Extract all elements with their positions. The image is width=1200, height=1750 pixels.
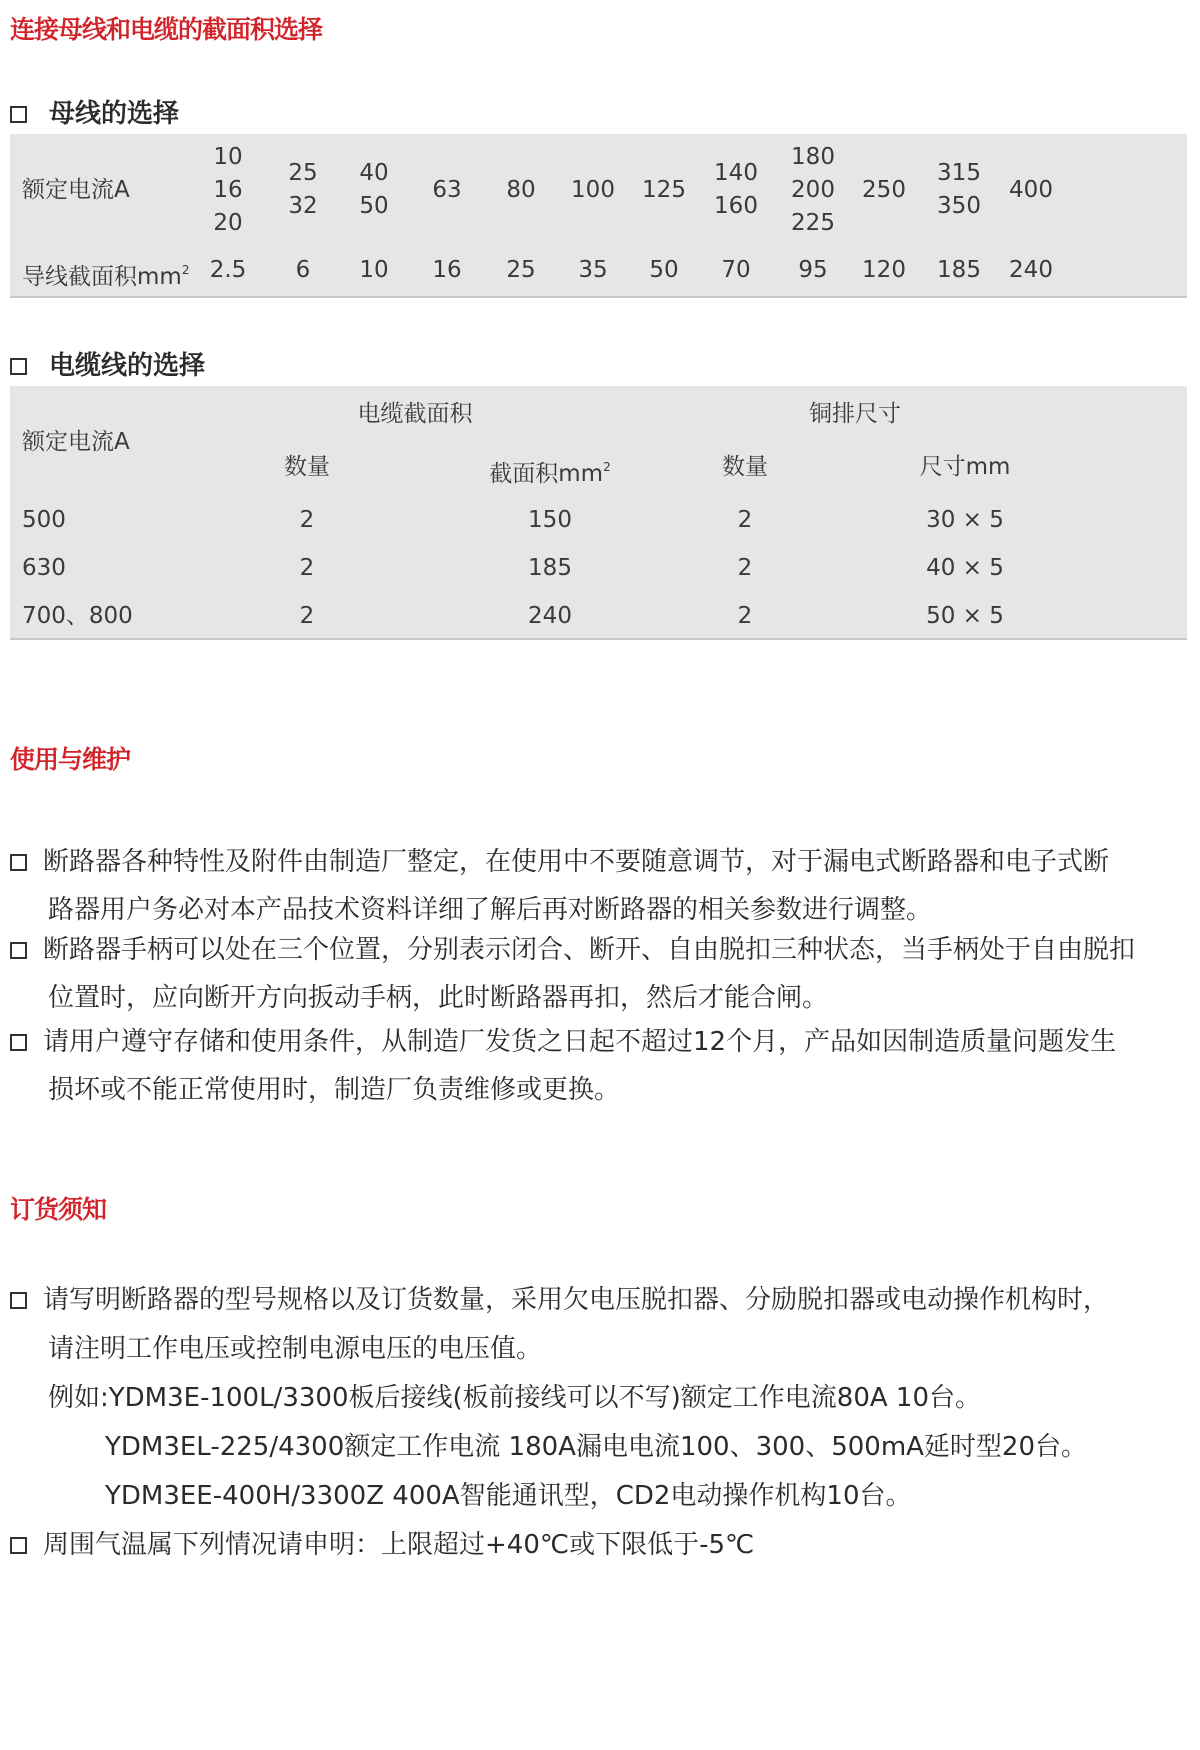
list-item-line bbox=[10, 926, 1190, 974]
bus-title-text: 母线的选择 bbox=[49, 99, 180, 129]
cell-area: 2.5 bbox=[209, 257, 247, 283]
cell-rated-current: 630 bbox=[22, 555, 66, 581]
cell-copper-size: 40 × 5 bbox=[926, 555, 1004, 581]
header-area-mm2 bbox=[450, 449, 650, 492]
header-quantity-copper: 数量 bbox=[722, 454, 768, 480]
cell-area: 240 bbox=[1009, 257, 1053, 283]
checkbox-icon bbox=[10, 1537, 27, 1554]
order-example: YDM3EE-400H/3300Z 400A智能通讯型，CD2电动操作机构10台。 bbox=[105, 1481, 912, 1511]
cell-cable-area: 185 bbox=[528, 555, 572, 581]
list-item bbox=[10, 1018, 1190, 1114]
cell-current: 400 bbox=[1009, 176, 1053, 203]
cell-rated-current: 700、800 bbox=[22, 603, 133, 629]
item-text: 请用户遵守存储和使用条件，从制造厂发货之日起不超过12个月，产品如因制造质量问题发生 bbox=[43, 1027, 1117, 1057]
ordering-list bbox=[10, 1276, 1190, 1570]
order-item-text-continued: 请注明工作电压或控制电源电压的电压值。 bbox=[48, 1334, 543, 1364]
order-example: 例如:YDM3E-100L/3300板后接线(板前接线可以不写)额定工作电流80A 10台。 bbox=[48, 1383, 981, 1413]
cell-area: 185 bbox=[937, 257, 981, 283]
maintenance-list bbox=[10, 838, 1190, 1114]
cell-current: 100 bbox=[571, 176, 615, 203]
cell-current: 315 350 bbox=[937, 160, 981, 219]
list-item bbox=[10, 838, 1190, 934]
checkbox-icon bbox=[10, 942, 27, 959]
item-text-continued: 损坏或不能正常使用时，制造厂负责维修或更换。 bbox=[48, 1075, 621, 1105]
cell-current: 25 32 bbox=[288, 160, 318, 219]
section-title-busbar-cable: 连接母线和电缆的截面积选择 bbox=[10, 15, 323, 44]
cell-current: 250 bbox=[862, 176, 906, 203]
cell-cable-area: 240 bbox=[528, 603, 572, 629]
list-item-line bbox=[10, 1276, 1190, 1325]
row-label-area bbox=[22, 252, 189, 295]
cell-area: 10 bbox=[359, 257, 389, 283]
header-size-mm: 尺寸mm bbox=[919, 454, 1011, 480]
superscript-2: 2 bbox=[603, 460, 611, 474]
cell-area: 95 bbox=[798, 257, 828, 283]
checkbox-icon bbox=[10, 854, 27, 871]
section-title-ordering: 订货须知 bbox=[10, 1195, 107, 1224]
cell-area: 120 bbox=[862, 257, 906, 283]
cell-area: 25 bbox=[506, 257, 536, 283]
item-text: 断路器手柄可以处在三个位置，分别表示闭合、断开、自由脱扣三种状态，当手柄处于自由脱扣 bbox=[43, 935, 1136, 965]
row-label-current: 额定电流A bbox=[22, 177, 130, 203]
cell-copper-qty: 2 bbox=[737, 603, 753, 629]
order-example: YDM3EL-225/4300额定工作电流 180A漏电电流100、300、500mA延时型20台。 bbox=[105, 1432, 1088, 1462]
cell-cable-qty: 2 bbox=[299, 603, 315, 629]
cable-selection-table bbox=[10, 386, 1187, 640]
cell-current: 180 200 225 bbox=[791, 143, 835, 236]
item-text-continued: 位置时，应向断开方向扳动手柄，此时断路器再扣，然后才能合闸。 bbox=[48, 983, 829, 1013]
cell-copper-size: 30 × 5 bbox=[926, 507, 1004, 533]
checkbox-icon bbox=[10, 106, 27, 123]
cell-copper-qty: 2 bbox=[737, 507, 753, 533]
checkbox-icon bbox=[10, 1292, 27, 1309]
cell-current: 125 bbox=[642, 176, 686, 203]
cell-copper-size: 50 × 5 bbox=[926, 603, 1004, 629]
subsection-title-cable bbox=[10, 345, 205, 382]
item-text: 断路器各种特性及附件由制造厂整定，在使用中不要随意调节，对于漏电式断路器和电子式断 bbox=[43, 847, 1110, 877]
cell-area: 16 bbox=[432, 257, 462, 283]
section-title-use-maintenance: 使用与维护 bbox=[10, 745, 131, 774]
row-label-area-text: 导线截面积mm bbox=[22, 264, 182, 290]
item-text-continued: 路器用户务必对本产品技术资料详细了解后再对断路器的相关参数进行调整。 bbox=[48, 895, 933, 925]
header-group-cable-area: 电缆截面积 bbox=[357, 401, 473, 427]
cell-area: 50 bbox=[649, 257, 679, 283]
cell-current: 10 16 20 bbox=[213, 143, 243, 236]
subsection-title-bus bbox=[10, 93, 179, 130]
superscript-2: 2 bbox=[181, 263, 190, 277]
order-item-text: 请写明断路器的型号规格以及订货数量，采用欠电压脱扣器、分励脱扣器或电动操作机构时， bbox=[43, 1285, 1110, 1315]
list-item-line bbox=[10, 1521, 1190, 1570]
bus-selection-table bbox=[10, 134, 1187, 298]
cell-cable-area: 150 bbox=[528, 507, 572, 533]
list-item-line bbox=[10, 838, 1190, 886]
order-item-text: 周围气温属下列情况请申明：上限超过+40℃或下限低于-5℃ bbox=[43, 1530, 755, 1560]
cell-area: 70 bbox=[721, 257, 751, 283]
cable-title-text: 电缆线的选择 bbox=[49, 351, 206, 381]
header-quantity-cable: 数量 bbox=[284, 454, 330, 480]
list-item bbox=[10, 926, 1190, 1022]
cell-current: 40 50 bbox=[359, 160, 389, 219]
list-item-line bbox=[10, 1018, 1190, 1066]
cell-copper-qty: 2 bbox=[737, 555, 753, 581]
header-group-copper-size: 铜排尺寸 bbox=[809, 401, 901, 427]
cell-current: 140 160 bbox=[714, 160, 758, 219]
cell-area: 35 bbox=[578, 257, 608, 283]
checkbox-icon bbox=[10, 358, 27, 375]
header-area-text: 截面积mm bbox=[489, 461, 604, 487]
cell-cable-qty: 2 bbox=[299, 555, 315, 581]
cell-area: 6 bbox=[295, 257, 311, 283]
checkbox-icon bbox=[10, 1034, 27, 1051]
cell-cable-qty: 2 bbox=[299, 507, 315, 533]
header-current: 额定电流A bbox=[22, 429, 130, 455]
cell-current: 63 bbox=[432, 176, 462, 203]
cell-current: 80 bbox=[506, 176, 536, 203]
cell-rated-current: 500 bbox=[22, 507, 66, 533]
